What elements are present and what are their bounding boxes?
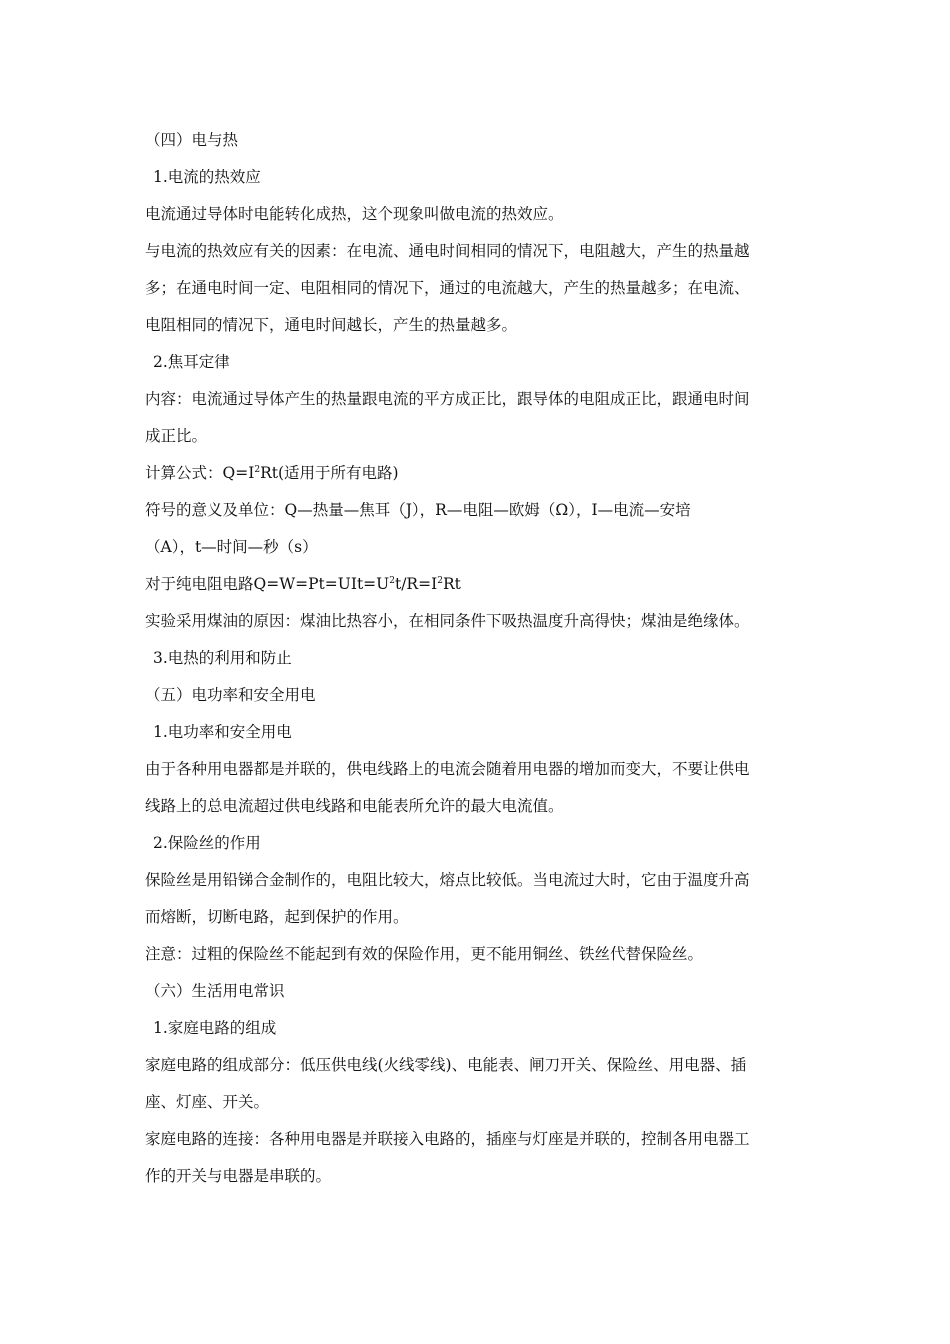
- document-body: [145, 122, 810, 1195]
- section-heading-6: （六）生活用电常识: [145, 982, 285, 1000]
- formula-text: Rt(适用于所有电路): [260, 464, 399, 482]
- paragraph-line: 成正比。: [145, 427, 208, 445]
- paragraph-line: 作的开关与电器是串联的。: [145, 1167, 332, 1185]
- paragraph-line: 电阻相同的情况下，通电时间越长，产生的热量越多。: [145, 316, 518, 334]
- paragraph-line: 保险丝是用铅锑合金制作的，电阻比较大，熔点比较低。当电流过大时，它由于温度升高: [145, 871, 750, 889]
- paragraph-line: （A），t—时间—秒（s）: [145, 538, 318, 556]
- paragraph-line: 座、灯座、开关。: [145, 1093, 270, 1111]
- paragraph-line: 与电流的热效应有关的因素：在电流、通电时间相同的情况下，电阻越大，产生的热量越: [145, 242, 750, 260]
- formula-text: 对于纯电阻电路Q=W=Pt=UIt=U: [145, 575, 390, 593]
- formula-text: 计算公式：Q=I: [145, 464, 255, 482]
- subheading-home-circuit: 1.家庭电路的组成: [153, 1019, 277, 1037]
- subheading-heat-effect: 1.电流的热效应: [153, 168, 261, 186]
- paragraph-line: 电流通过导体时电能转化成热，这个现象叫做电流的热效应。: [145, 205, 564, 223]
- paragraph-line: 符号的意义及单位：Q—热量—焦耳（J），R—电阻—欧姆（Ω），I—电流—安培: [145, 501, 691, 519]
- subheading-fuse: 2.保险丝的作用: [153, 834, 261, 852]
- section-heading-4: （四）电与热: [145, 131, 239, 149]
- paragraph-line: 多；在通电时间一定、电阻相同的情况下，通过的电流越大，产生的热量越多；在电流、: [145, 279, 750, 297]
- paragraph-line: 注意：过粗的保险丝不能起到有效的保险作用，更不能用铜丝、铁丝代替保险丝。: [145, 945, 704, 963]
- formula-text: Rt: [442, 575, 461, 593]
- paragraph-line: 内容：电流通过导体产生的热量跟电流的平方成正比，跟导体的电阻成正比，跟通电时间: [145, 390, 750, 408]
- formula-line: [145, 566, 810, 603]
- paragraph-line: 家庭电路的连接：各种用电器是并联接入电路的，插座与灯座是并联的，控制各用电器工: [145, 1130, 750, 1148]
- paragraph-line: 而熔断，切断电路，起到保护的作用。: [145, 908, 409, 926]
- superscript: 2: [437, 575, 443, 586]
- paragraph-line: 线路上的总电流超过供电线路和电能表所允许的最大电流值。: [145, 797, 564, 815]
- formula-text: t/R=I: [394, 575, 438, 593]
- formula-line: [145, 455, 810, 492]
- paragraph-line: 由于各种用电器都是并联的，供电线路上的电流会随着用电器的增加而变大，不要让供电: [145, 760, 750, 778]
- superscript: 2: [389, 575, 395, 586]
- paragraph-line: 家庭电路的组成部分：低压供电线(火线零线)、电能表、闸刀开关、保险丝、用电器、插: [145, 1056, 747, 1074]
- subheading-joule-law: 2.焦耳定律: [153, 353, 230, 371]
- subheading-heat-use: 3.电热的利用和防止: [153, 649, 292, 667]
- superscript: 2: [254, 464, 261, 475]
- section-heading-5: （五）电功率和安全用电: [145, 686, 316, 704]
- subheading-power-safety: 1.电功率和安全用电: [153, 723, 292, 741]
- paragraph-line: 实验采用煤油的原因：煤油比热容小，在相同条件下吸热温度升高得快；煤油是绝缘体。: [145, 612, 750, 630]
